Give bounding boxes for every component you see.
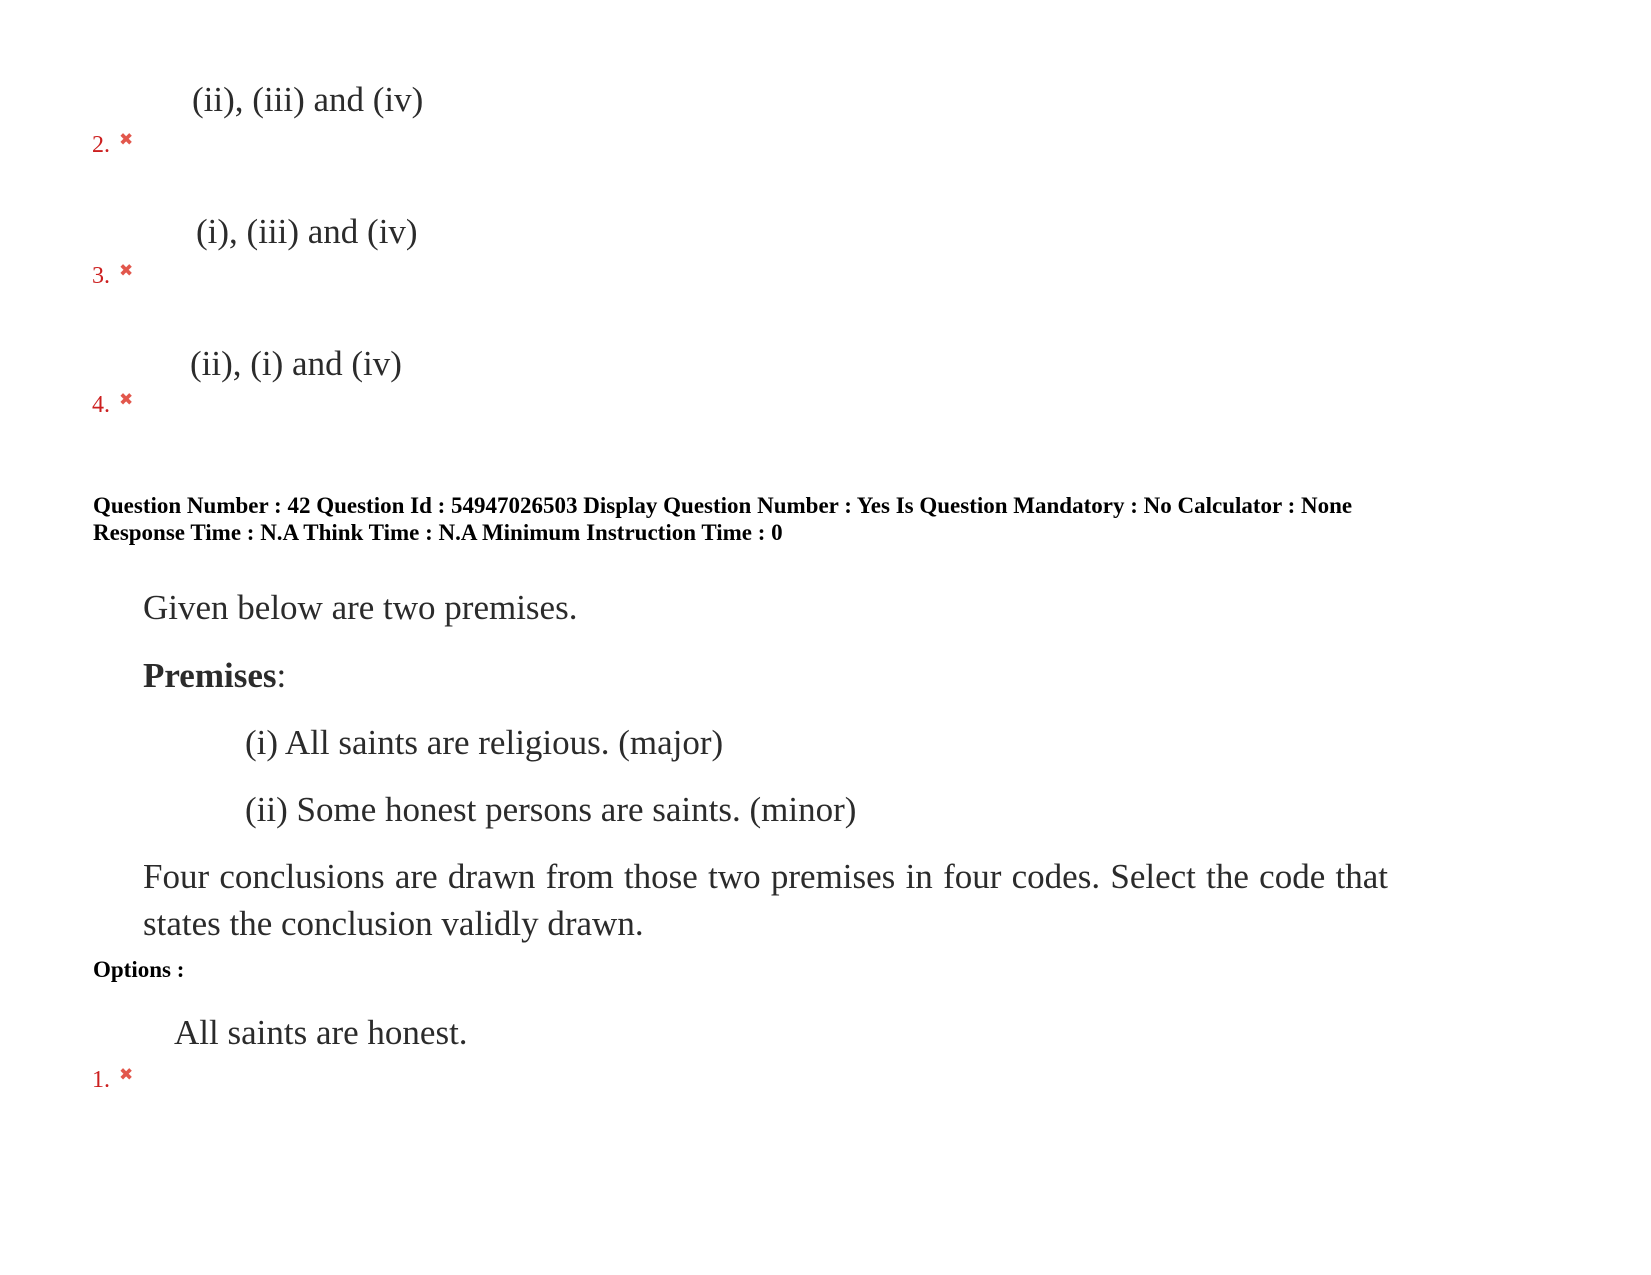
- cross-icon: ✖: [119, 130, 134, 150]
- premise-major: (i) All saints are religious. (major): [245, 723, 724, 762]
- premise-minor: (ii) Some honest persons are saints. (minor): [245, 790, 857, 829]
- option-text: (ii), (i) and (iv): [190, 344, 402, 383]
- option-number: 4.: [92, 392, 110, 418]
- question-meta-line-1: Question Number : 42 Question Id : 54947026503 Display Question Number : Yes Is Question Mandatory : No Calculator : None: [93, 493, 1353, 518]
- option-text: (i), (iii) and (iv): [196, 212, 418, 251]
- premises-heading: [143, 656, 286, 696]
- option-number: 1.: [92, 1067, 110, 1093]
- option-number: 3.: [92, 263, 110, 289]
- premises-colon: :: [276, 656, 287, 695]
- cross-icon: ✖: [119, 390, 134, 410]
- question-meta-line-2: Response Time : N.A Think Time : N.A Minimum Instruction Time : 0: [93, 520, 783, 545]
- option-text: (ii), (iii) and (iv): [192, 80, 424, 119]
- options-label: Options :: [93, 957, 185, 982]
- cross-icon: ✖: [119, 1065, 134, 1085]
- premises-label: Premises: [143, 656, 277, 695]
- cross-icon: ✖: [119, 261, 134, 281]
- question-intro: Given below are two premises.: [143, 588, 578, 627]
- option-number: 2.: [92, 132, 110, 158]
- option-text: All saints are honest.: [174, 1013, 468, 1052]
- question-instruction: Four conclusions are drawn from those two premises in four codes. Select the code that states the conclusion validly drawn.: [143, 857, 1388, 943]
